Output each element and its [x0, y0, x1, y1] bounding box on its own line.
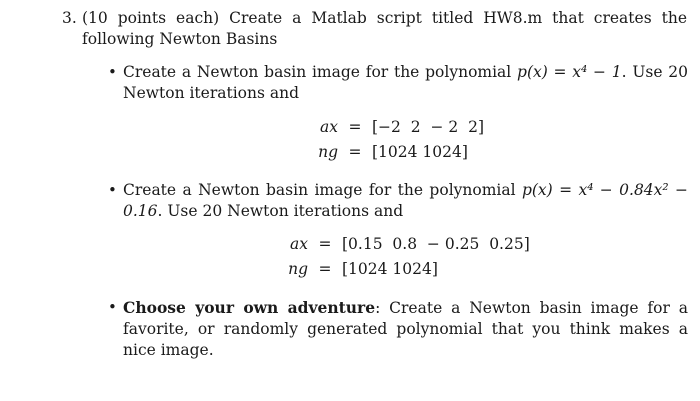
equation-lhs: ng [288, 260, 308, 278]
bullet-text: Choose your own adventure: Create a Newton basin image for a favorite, or randomly generated polynomial that you think makes a nice image. [123, 298, 688, 359]
equation-lhs: ax [290, 235, 308, 253]
bullet-marker: • [108, 63, 117, 81]
equation-rhs: [0.15 0.8 − 0.25 0.25] [342, 235, 530, 253]
equals-sign: = [318, 235, 332, 253]
equals-sign: = [318, 260, 332, 278]
bullet-marker: • [108, 181, 117, 199]
equation-row [278, 257, 530, 282]
polynomial-math: p(x) = x⁴ − 0.84x² − 0.16 [123, 181, 688, 220]
bullet-marker: • [108, 298, 117, 316]
problem-statement [62, 8, 687, 50]
bold-lead: Choose your own adventure [123, 298, 376, 317]
bullet-item-3 [108, 297, 688, 361]
bullet-item-1 [108, 62, 688, 104]
problem-number: 3. [62, 9, 77, 27]
equation-block-1 [308, 115, 484, 165]
equation-lhs: ax [320, 118, 338, 136]
polynomial-math: p(x) = x⁴ − 1 [517, 63, 622, 81]
equation-rhs: [1024 1024] [372, 143, 468, 161]
equation-row [308, 140, 484, 165]
bullet-item-2 [108, 180, 688, 222]
bullet-text: Create a Newton basin image for the polynomial p(x) = x⁴ − 1. Use 20 Newton iterations and [123, 63, 688, 102]
problem-text: (10 points each) Create a Matlab script titled HW8.m that creates the following Newton Basins [82, 9, 687, 48]
equation-rhs: [1024 1024] [342, 260, 438, 278]
bullet-text: Create a Newton basin image for the polynomial p(x) = x⁴ − 0.84x² − 0.16. Use 20 Newton iterations and [123, 181, 688, 220]
equation-row [308, 115, 484, 140]
equation-lhs: ng [318, 143, 338, 161]
equation-rhs: [−2 2 − 2 2] [372, 118, 485, 136]
equation-block-2 [278, 232, 530, 282]
equals-sign: = [348, 118, 362, 136]
equation-row [278, 232, 530, 257]
equals-sign: = [348, 143, 362, 161]
